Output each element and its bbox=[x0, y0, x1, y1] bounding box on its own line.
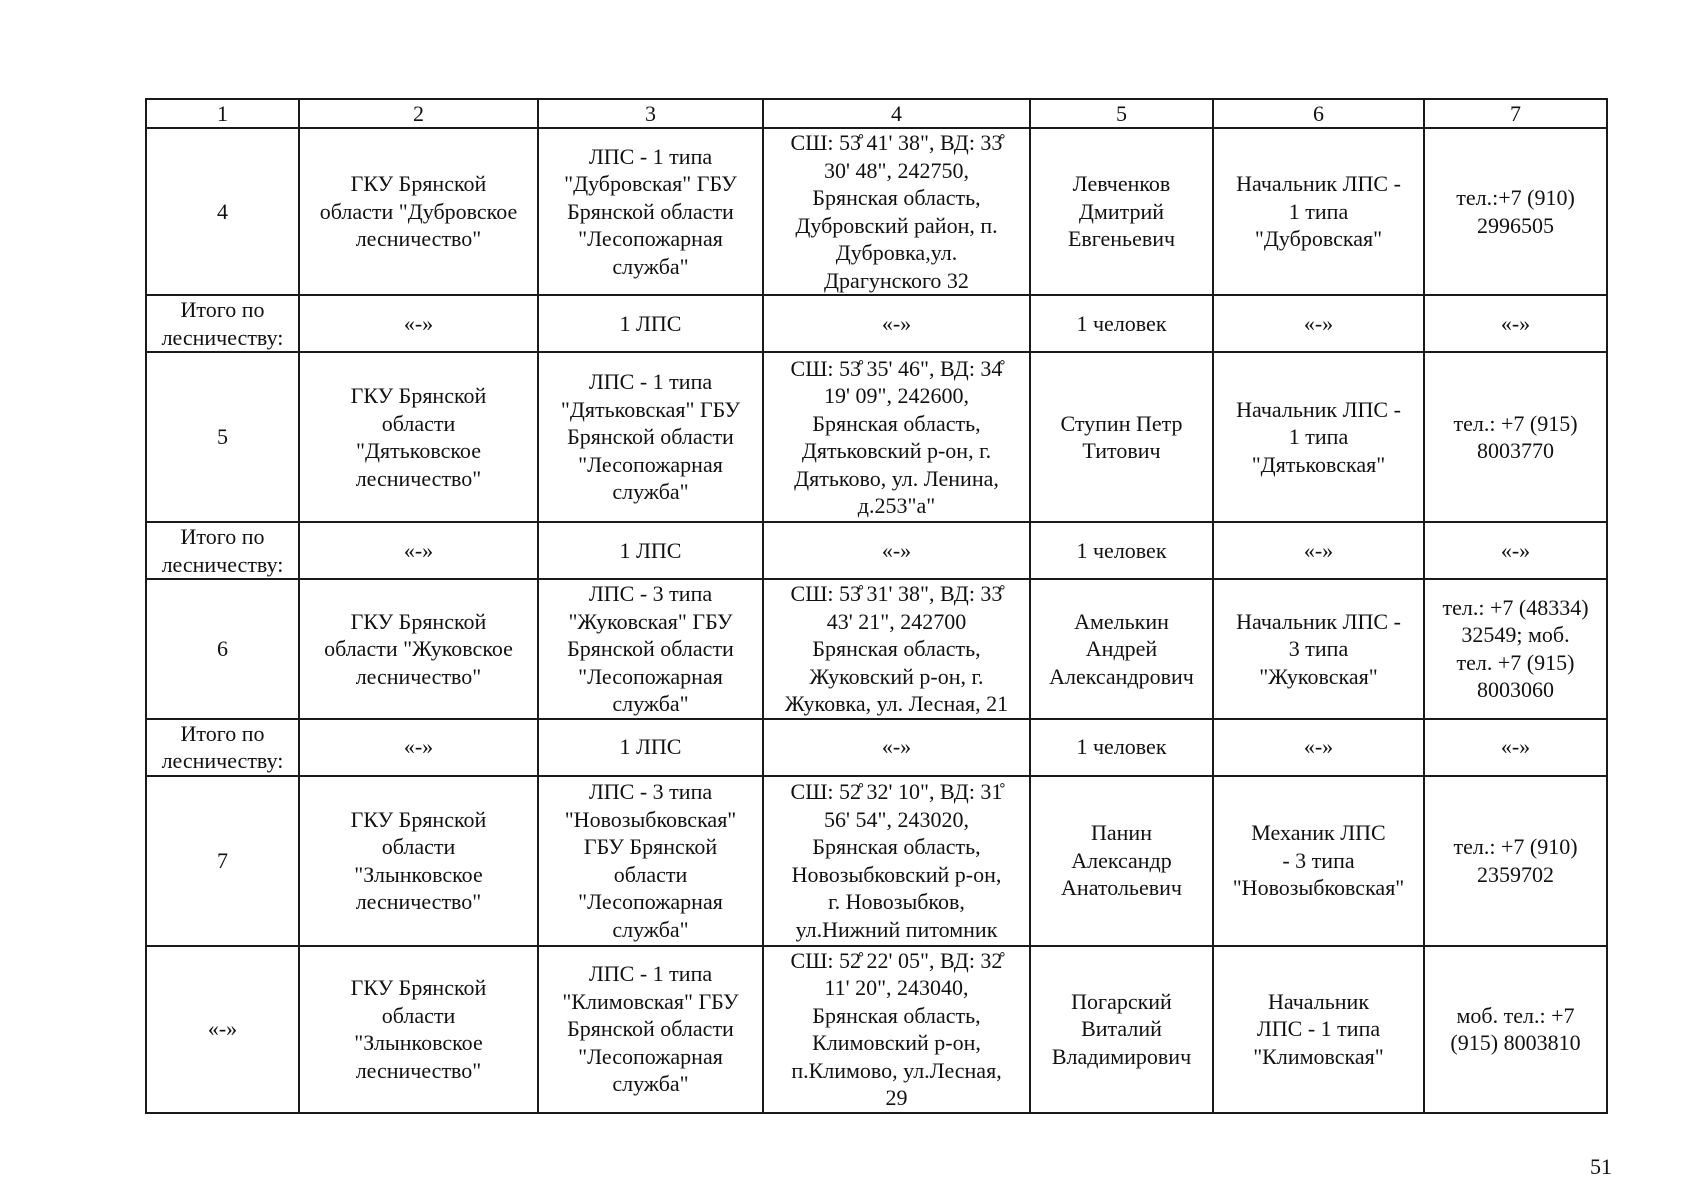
cell-person-name: Амелькин Андрей Александрович bbox=[1030, 579, 1213, 719]
cell-phone: тел.: +7 (48334) 32549; моб. тел. +7 (915) 8003060 bbox=[1424, 579, 1607, 719]
cell-subtotal-col-2: «-» bbox=[299, 719, 538, 776]
table-row-forestry-7-continued bbox=[146, 946, 1607, 1113]
cell-forestry-name: ГКУ Брянской области "Злынковское лесничество" bbox=[299, 946, 538, 1113]
cell-subtotal-label: Итого по лесничеству: bbox=[146, 719, 299, 776]
cell-coordinates-address: СШ: 52̊ 32' 10", ВД: 31̊ 56' 54", 243020, Брянская область, Новозыбковский р-он, г. Новозыбков, ул.Нижний питомник bbox=[763, 776, 1030, 946]
cell-subtotal-col-4: «-» bbox=[763, 719, 1030, 776]
cell-fire-station: ЛПС - 3 типа "Новозыбковская" ГБУ Брянской области "Лесопожарная служба" bbox=[538, 776, 763, 946]
header-cell-col-4: 4 bbox=[763, 99, 1030, 128]
header-cell-col-7: 7 bbox=[1424, 99, 1607, 128]
cell-phone: моб. тел.: +7 (915) 8003810 bbox=[1424, 946, 1607, 1113]
header-cell-col-2: 2 bbox=[299, 99, 538, 128]
header-cell-col-6: 6 bbox=[1213, 99, 1424, 128]
cell-position: Механик ЛПС - 3 типа "Новозыбковская" bbox=[1213, 776, 1424, 946]
table-row-forestry-5 bbox=[146, 352, 1607, 522]
cell-forestry-name: ГКУ Брянской области "Дятьковское лесничество" bbox=[299, 352, 538, 522]
cell-subtotal-label: Итого по лесничеству: bbox=[146, 295, 299, 352]
cell-fire-station: ЛПС - 1 типа "Дубровская" ГБУ Брянской области "Лесопожарная служба" bbox=[538, 128, 763, 295]
cell-subtotal-stations: 1 ЛПС bbox=[538, 295, 763, 352]
cell-fire-station: ЛПС - 1 типа "Климовская" ГБУ Брянской области "Лесопожарная служба" bbox=[538, 946, 763, 1113]
cell-phone: тел.: +7 (910) 2359702 bbox=[1424, 776, 1607, 946]
page-number: 51 bbox=[1590, 1154, 1612, 1179]
cell-phone: тел.: +7 (915) 8003770 bbox=[1424, 352, 1607, 522]
forest-fire-stations-table bbox=[145, 98, 1608, 1114]
cell-coordinates-address: СШ: 53̊ 35' 46", ВД: 34̊ 19' 09", 242600, Брянская область, Дятьковский р-он, г. Дятьково, ул. Ленина, д.253"а" bbox=[763, 352, 1030, 522]
table-row-subtotal bbox=[146, 295, 1607, 352]
cell-subtotal-col-2: «-» bbox=[299, 295, 538, 352]
header-cell-col-5: 5 bbox=[1030, 99, 1213, 128]
table-row-forestry-6 bbox=[146, 579, 1607, 719]
cell-subtotal-col-4: «-» bbox=[763, 295, 1030, 352]
cell-person-name: Левченков Дмитрий Евгеньевич bbox=[1030, 128, 1213, 295]
cell-number: 5 bbox=[146, 352, 299, 522]
cell-fire-station: ЛПС - 1 типа "Дятьковская" ГБУ Брянской области "Лесопожарная служба" bbox=[538, 352, 763, 522]
table-row-subtotal bbox=[146, 719, 1607, 776]
cell-coordinates-address: СШ: 52̊ 22' 05", ВД: 32̊ 11' 20", 243040, Брянская область, Климовский р-он, п.Климово, ул.Лесная, 29 bbox=[763, 946, 1030, 1113]
table-header-row bbox=[146, 99, 1607, 128]
cell-position: Начальник ЛПС - 1 типа "Климовская" bbox=[1213, 946, 1424, 1113]
cell-subtotal-col-2: «-» bbox=[299, 522, 538, 579]
cell-person-name: Ступин Петр Титович bbox=[1030, 352, 1213, 522]
table-row-forestry-4 bbox=[146, 128, 1607, 295]
cell-subtotal-col-4: «-» bbox=[763, 522, 1030, 579]
cell-number: 7 bbox=[146, 776, 299, 946]
cell-subtotal-col-7: «-» bbox=[1424, 522, 1607, 579]
cell-subtotal-col-6: «-» bbox=[1213, 522, 1424, 579]
header-cell-col-1: 1 bbox=[146, 99, 299, 128]
cell-position: Начальник ЛПС - 3 типа "Жуковская" bbox=[1213, 579, 1424, 719]
cell-position: Начальник ЛПС - 1 типа "Дятьковская" bbox=[1213, 352, 1424, 522]
cell-subtotal-col-7: «-» bbox=[1424, 719, 1607, 776]
cell-subtotal-col-7: «-» bbox=[1424, 295, 1607, 352]
cell-position: Начальник ЛПС - 1 типа "Дубровская" bbox=[1213, 128, 1424, 295]
cell-person-name: Погарский Виталий Владимирович bbox=[1030, 946, 1213, 1113]
cell-subtotal-stations: 1 ЛПС bbox=[538, 719, 763, 776]
cell-subtotal-stations: 1 ЛПС bbox=[538, 522, 763, 579]
table-row-subtotal bbox=[146, 522, 1607, 579]
cell-coordinates-address: СШ: 53̊ 41' 38", ВД: 33̊ 30' 48", 242750, Брянская область, Дубровский район, п. Дубровка,ул. Драгунского 32 bbox=[763, 128, 1030, 295]
cell-person-name: Панин Александр Анатольевич bbox=[1030, 776, 1213, 946]
cell-subtotal-col-6: «-» bbox=[1213, 295, 1424, 352]
cell-fire-station: ЛПС - 3 типа "Жуковская" ГБУ Брянской области "Лесопожарная служба" bbox=[538, 579, 763, 719]
cell-number: «-» bbox=[146, 946, 299, 1113]
cell-number: 4 bbox=[146, 128, 299, 295]
cell-coordinates-address: СШ: 53̊ 31' 38", ВД: 33̊ 43' 21", 242700 Брянская область, Жуковский р-он, г. Жуковка, ул. Лесная, 21 bbox=[763, 579, 1030, 719]
table-row-forestry-7 bbox=[146, 776, 1607, 946]
cell-subtotal-people: 1 человек bbox=[1030, 522, 1213, 579]
header-cell-col-3: 3 bbox=[538, 99, 763, 128]
cell-forestry-name: ГКУ Брянской области "Дубровское лесничество" bbox=[299, 128, 538, 295]
cell-number: 6 bbox=[146, 579, 299, 719]
cell-subtotal-people: 1 человек bbox=[1030, 719, 1213, 776]
cell-phone: тел.:+7 (910) 2996505 bbox=[1424, 128, 1607, 295]
cell-forestry-name: ГКУ Брянской области "Жуковское лесничество" bbox=[299, 579, 538, 719]
cell-forestry-name: ГКУ Брянской области "Злынковское лесничество" bbox=[299, 776, 538, 946]
cell-subtotal-label: Итого по лесничеству: bbox=[146, 522, 299, 579]
cell-subtotal-col-6: «-» bbox=[1213, 719, 1424, 776]
cell-subtotal-people: 1 человек bbox=[1030, 295, 1213, 352]
